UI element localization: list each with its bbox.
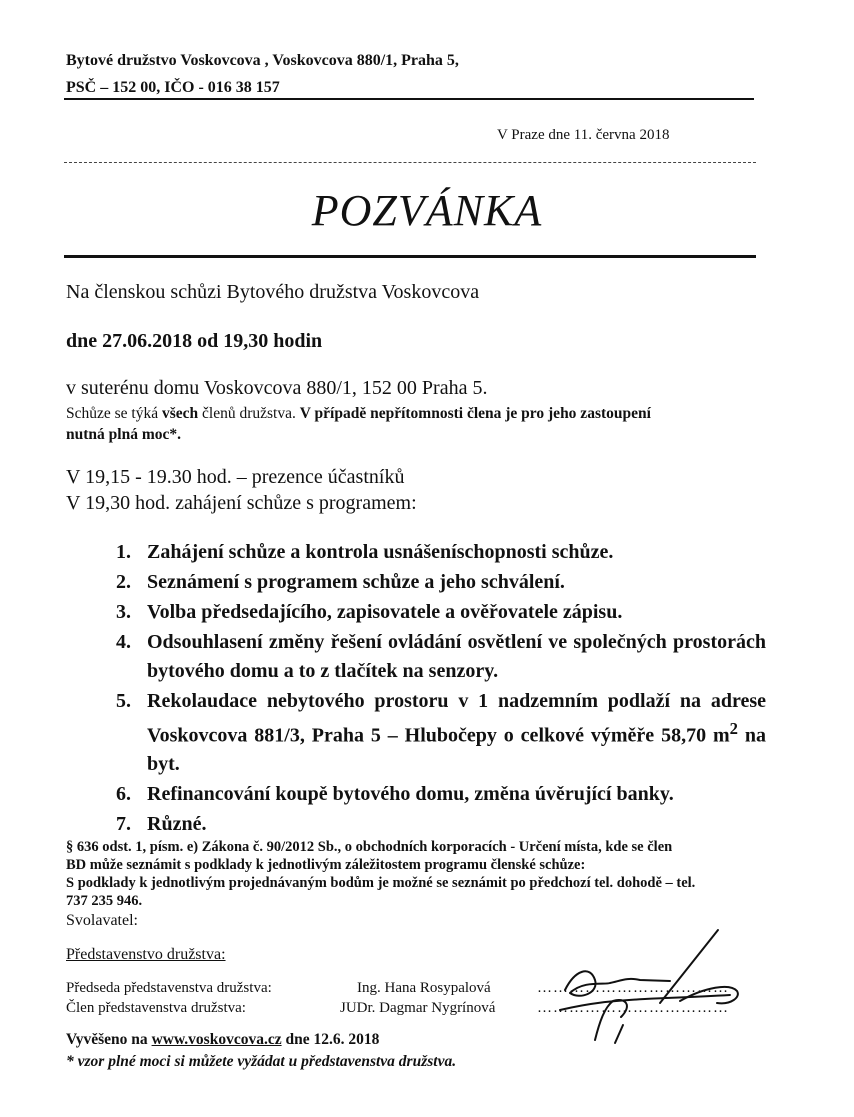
agenda-item <box>96 687 766 779</box>
convener-label: Svolavatel: <box>66 912 138 929</box>
note-text: členů družstva. <box>198 405 300 422</box>
legal-line: BD může seznámit s podklady k jednotlivým záležitostem programu členské schůze: <box>66 857 586 873</box>
agenda-number: 4. <box>116 630 131 653</box>
signature-stroke <box>560 995 730 1010</box>
note-text: Schůze se týká <box>66 405 162 422</box>
agenda-text: Různé. <box>147 813 207 836</box>
agenda-item <box>96 538 766 567</box>
meeting-date: dne 27.06.2018 od 19,30 hodin <box>66 330 323 352</box>
agenda-item <box>96 810 766 839</box>
posting-info <box>66 1031 379 1049</box>
header-rule <box>64 98 754 100</box>
agenda-number: 7. <box>116 813 131 836</box>
agenda-text: Volba předsedajícího, zapisovatele a ověřovatele zápisu. <box>147 600 623 623</box>
agenda-item <box>96 780 766 809</box>
cooperative-address: Bytové družstvo Voskovcova , Voskovcova 880/1, Praha 5, <box>66 52 459 69</box>
page-title: POZVÁNKA <box>311 186 543 235</box>
chair-name: Ing. Hana Rosypalová <box>357 980 491 996</box>
agenda-number: 3. <box>116 600 131 623</box>
superscript-two: 2 <box>729 719 738 739</box>
agenda-list <box>96 538 766 840</box>
member-role: Člen představenstva družstva: <box>66 1000 246 1016</box>
agenda-number: 1. <box>116 541 131 563</box>
member-name: JUDr. Dagmar Nygrínová <box>340 1000 496 1016</box>
agenda-text: Odsouhlasení změny řešení ovládání osvětlení ve společných prostorách bytového domu a to z tlačítek na senzory. <box>147 630 766 682</box>
agenda-text-tail: na byt. <box>147 724 766 776</box>
note-emphasis: všech <box>161 405 199 422</box>
agenda-text: Zahájení schůze a kontrola usnášeníschopnosti schůze. <box>147 541 614 563</box>
signature-stroke <box>615 1025 623 1043</box>
note-proxy: V případě nepřítomnosti člena je pro jeho zastoupení <box>299 405 651 422</box>
agenda-number: 2. <box>116 570 131 593</box>
agenda-item <box>96 628 766 685</box>
legal-line: 737 235 946. <box>66 893 143 909</box>
handwritten-signatures <box>555 925 770 1050</box>
dotted-divider <box>64 162 756 163</box>
agenda-item <box>96 598 766 627</box>
signature-stroke <box>565 971 670 995</box>
date-line: V Praze dne 11. června 2018 <box>497 127 670 143</box>
posting-prefix: Vyvěšeno na <box>66 1031 152 1048</box>
meeting-location: v suterénu domu Voskovcova 880/1, 152 00 Praha 5. <box>66 377 488 399</box>
signature-stroke <box>660 930 718 1003</box>
chair-signature-line: ……………………………… <box>537 980 729 996</box>
legal-line: § 636 odst. 1, písm. e) Zákona č. 90/2012 Sb., o obchodních korporacích - Určení místa, kde se člen <box>66 839 673 855</box>
schedule-opening: V 19,30 hod. zahájení schůze s programem: <box>66 492 417 514</box>
agenda-number: 6. <box>116 783 131 806</box>
board-label: Představenstvo družstva: <box>66 946 226 963</box>
title-rule <box>64 255 756 258</box>
chair-role: Předseda představenstva družstva: <box>66 980 272 996</box>
attendance-note <box>66 403 766 445</box>
posting-date: dne 12.6. 2018 <box>281 1031 380 1048</box>
postal-and-id: PSČ – 152 00, IČO - 016 38 157 <box>66 79 280 96</box>
agenda-item <box>96 568 766 597</box>
legal-notice <box>66 838 766 910</box>
website-link[interactable]: www.voskovcova.cz <box>151 1031 282 1048</box>
agenda-text: Rekolaudace nebytového prostoru v 1 nadzemním podlaží na adrese Voskovcova 881/3, Praha 5 – Hlubočepy o celkové výměře 58,70 m <box>147 689 766 747</box>
intro-text: Na členskou schůzi Bytového družstva Voskovcova <box>66 281 480 303</box>
agenda-text: Refinancování koupě bytového domu, změna úvěrující banky. <box>147 783 674 806</box>
note-proxy-required: nutná plná moc*. <box>66 426 181 443</box>
proxy-footnote: * vzor plné moci si můžete vyžádat u představenstva družstva. <box>66 1053 457 1070</box>
legal-line: S podklady k jednotlivým projednávaným bodům je možné se seznámit po předchozí tel. dohodě – tel. <box>66 875 696 891</box>
member-signature-line: ……………………………… <box>537 1000 729 1016</box>
agenda-number: 5. <box>116 689 131 712</box>
agenda-text: Seznámení s programem schůze a jeho schválení. <box>147 570 565 593</box>
schedule-registration: V 19,15 - 19.30 hod. – prezence účastníků <box>66 466 405 488</box>
